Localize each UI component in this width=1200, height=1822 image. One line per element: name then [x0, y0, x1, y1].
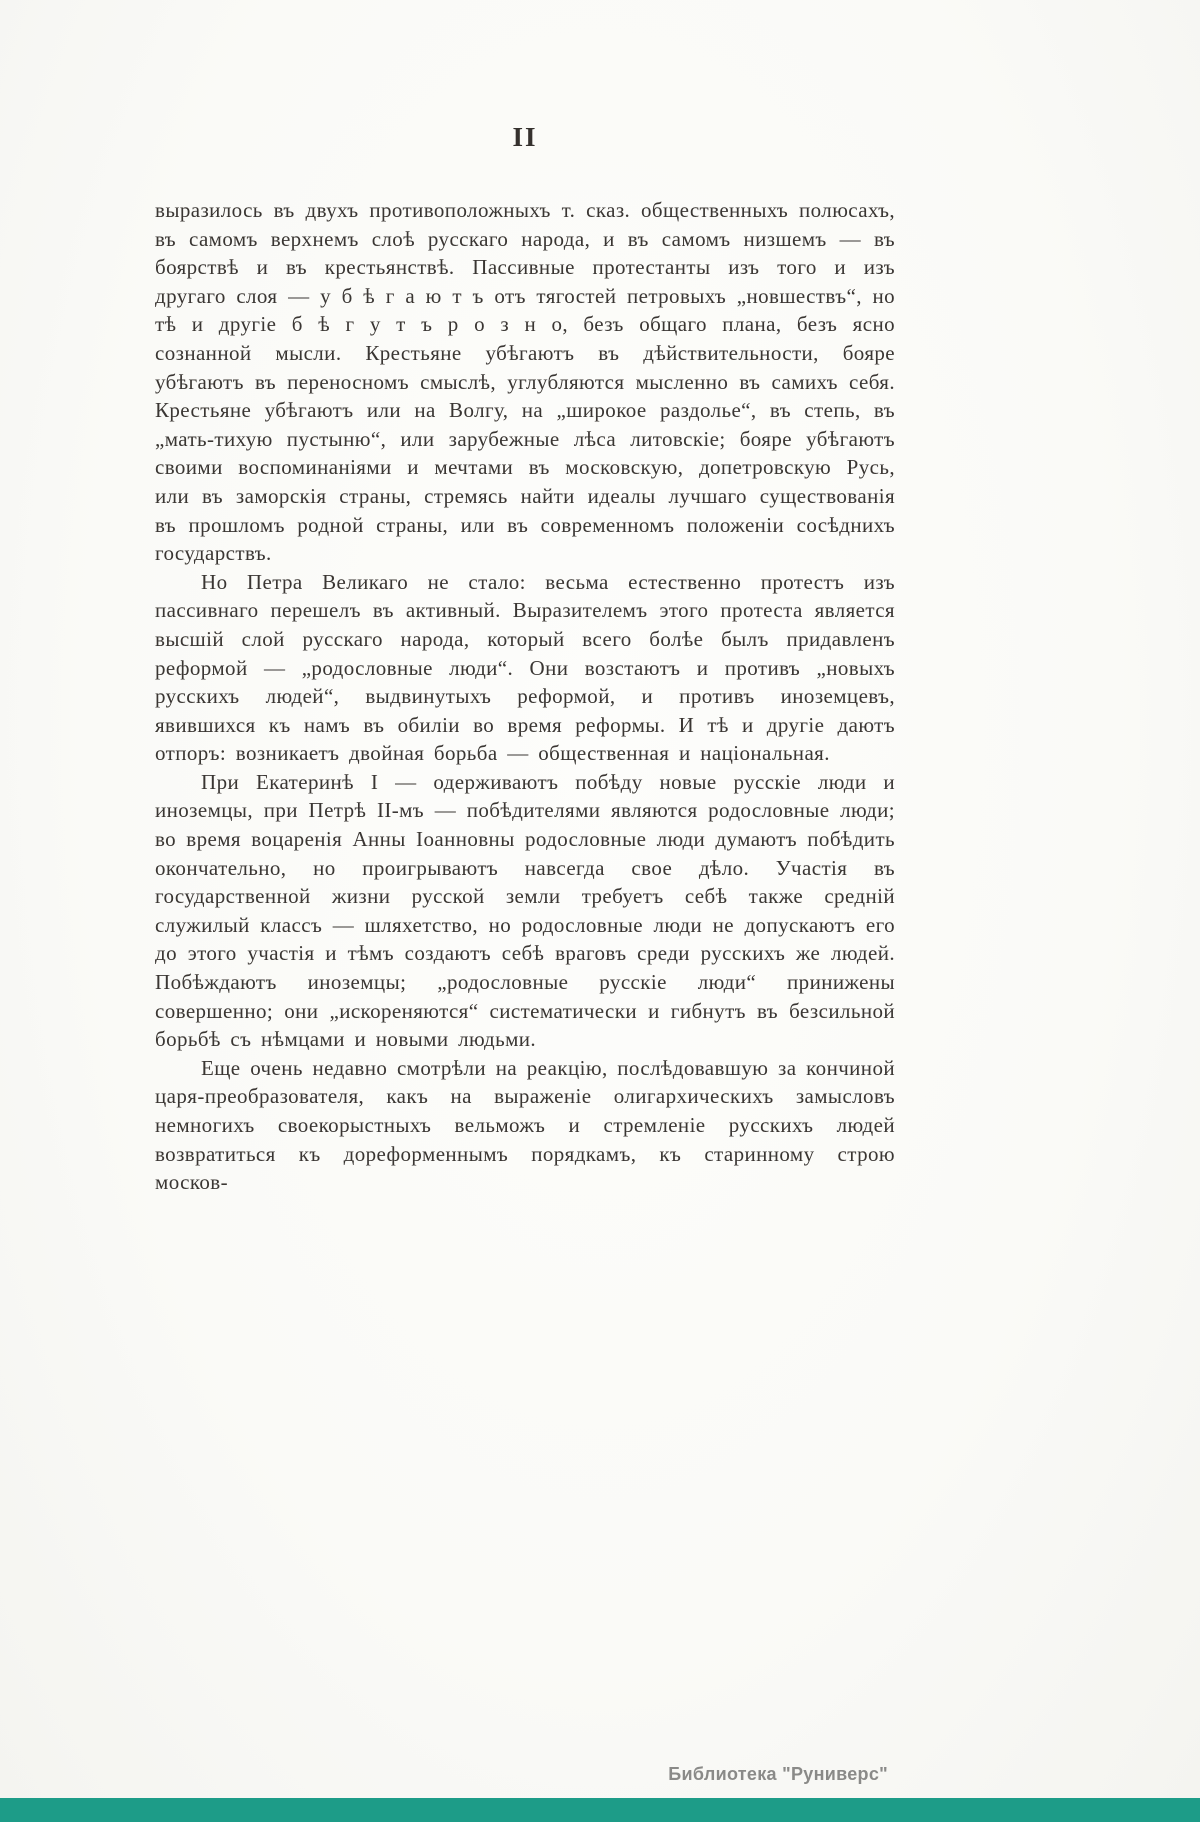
paragraph: Но Петра Великаго не стало: весьма естественно протестъ изъ пассивнаго перешелъ въ активный. Выразителемъ этого протеста является высшій слой русскаго народа, который всего болѣе былъ придавленъ реформой — „родословные люди“. Они возстаютъ и противъ „новыхъ русскихъ людей“, выдвинутыхъ реформой, и противъ иноземцевъ, явившихся къ намъ въ обиліи во время реформы. И тѣ и другіе даютъ отпоръ: возникаетъ двойная борьба — общественная и національная.: [155, 569, 895, 766]
library-watermark: Библиотека "Руниверс": [668, 1764, 888, 1784]
footer-color-bar: [0, 1798, 1200, 1822]
paragraph: выразилось въ двухъ противоположныхъ т. сказ. общественныхъ полюсахъ, въ самомъ верхнемъ слоѣ русскаго народа, и въ самомъ низшемъ — въ боярствѣ и въ крестьянствѣ. Пассивные протестанты изъ того и изъ другаго слоя — у б ѣ г а ю т ъ отъ тягостей петровыхъ „новшествъ“, но тѣ и другіе б ѣ г у т ъ р о з н о, безъ общаго плана, безъ ясно сознанной мысли. Крестьяне убѣгаютъ въ дѣйствительности, бояре убѣгаютъ въ переносномъ смыслѣ, углубляются мысленно въ самихъ себя. Крестьяне убѣгаютъ или на Волгу, на „широкое раздолье“, въ степь, въ „мать-тихую пустыню“, или зарубежные лѣса литовскіе; бояре убѣгаютъ своими воспоминаніями и мечтами въ московскую, допетровскую Русь, или въ заморскія страны, стремясь найти идеалы лучшаго существованія въ прошломъ родной страны, или въ современномъ положеніи сосѣднихъ государствъ.: [155, 198, 895, 566]
page-number-heading: II: [512, 122, 538, 152]
paragraph: При Екатеринѣ I — одерживаютъ побѣду новые русскіе люди и иноземцы, при Петрѣ II-мъ — побѣдителями являются родословные люди; во время воцаренія Анны Іоанновны родословные люди думаютъ побѣдить окончательно, но проигрываютъ навсегда свое дѣло. Участія въ государственной жизни русской земли требуетъ себѣ также средній служилый классъ — шляхетство, но родословные люди не допускаютъ его до этого участія и тѣмъ создаютъ себѣ враговъ среди русскихъ же людей. Побѣждаютъ иноземцы; „родословные русскіе люди“ принижены совершенно; они „искореняются“ систематически и гибнутъ въ безсильной борьбѣ съ нѣмцами и новыми людьми.: [155, 769, 895, 1052]
body-text: [155, 196, 895, 1197]
paragraph: Еще очень недавно смотрѣли на реакцію, послѣдовавшую за кончиной царя-преобразователя, какъ на выраженіе олигархическихъ замысловъ немногихъ своекорыстныхъ вельможъ и стремленіе русскихъ людей возвратиться къ дореформеннымъ порядкамъ, къ старинному строю москов-: [155, 1055, 895, 1195]
